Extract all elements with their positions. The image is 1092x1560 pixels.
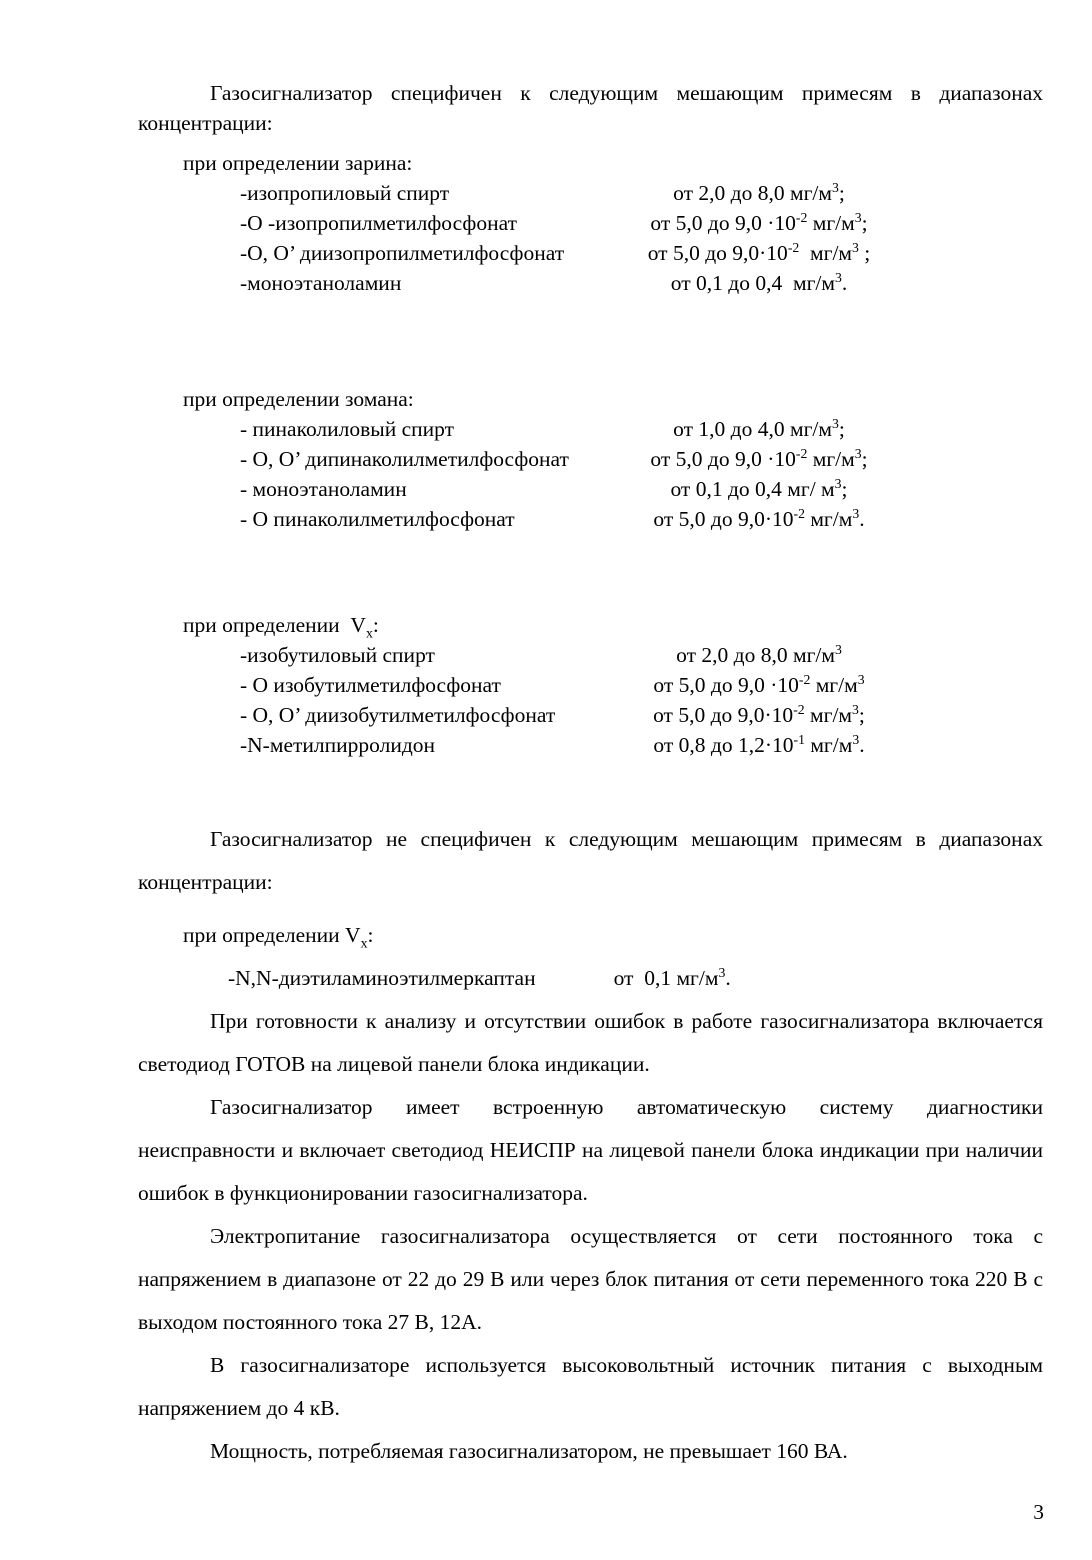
impurity-name: -изобутиловый спирт <box>240 643 435 667</box>
specific-block-sarin <box>138 148 1043 298</box>
intro-specific-paragraph: Газосигнализатор специфичен к следующим мешающим примесям в диапазонах концентрации: <box>138 81 1043 135</box>
list-item <box>138 268 1043 298</box>
impurity-range: от 0,8 до $1,2\cdot 10^{-1}$ $мг/м^3$. <box>653 731 865 757</box>
impurity-range: от 5,0 до $9,0\cdot 10^{-2}$ $мг/м^3$; <box>653 701 865 727</box>
impurity-range: от 5,0 до $9,0\cdot 10^{-2}$ $мг/м^3$ ; <box>647 239 871 265</box>
impurity-name: - моноэтаноламин <box>240 477 407 501</box>
body-paragraph-diagnostics: Газосигнализатор имеет встроенную автоматическую систему диагностики неисправности и включает светодиод НЕИСПР на лицевой панели блока индикации при наличии ошибок в функционировании газосигнализатора. <box>138 1095 1043 1205</box>
impurity-name: -изопропиловый спирт <box>240 181 450 205</box>
block-heading-soman: при определении зомана: <box>183 387 414 411</box>
body-paragraph-high-voltage: В газосигнализаторе используется высоковольтный источник питания с выходным напряжением до 4 кВ. <box>138 1353 1043 1420</box>
body-paragraph-ready-led: При готовности к анализу и отсутствии ошибок в работе газосигнализатора включается светодиод ГОТОВ на лицевой панели блока индикации. <box>138 1009 1043 1076</box>
list-item <box>138 640 1043 670</box>
impurity-name: -моноэтаноламин <box>240 271 402 295</box>
list-item <box>138 474 1043 504</box>
intro-nonspecific-paragraph: Газосигнализатор не специфичен к следующим мешающим примесям в диапазонах концентрации: <box>138 827 1043 894</box>
specific-block-soman <box>138 384 1043 534</box>
impurity-name: - О, О’ диизобутилметилфосфонат <box>240 703 556 727</box>
impurity-name: - О, О’ дипинаколилметилфосфонат <box>240 447 569 471</box>
impurity-range: от 0,1 до 0,4 $мг/м^3$. <box>670 269 848 295</box>
block-heading-sarin: при определении зарина: <box>183 151 413 175</box>
impurity-name: - О изобутилметилфосфонат <box>240 673 501 697</box>
list-item <box>138 208 1043 238</box>
list-item <box>138 670 1043 700</box>
impurity-range: от 5,0 до $9,0\cdot 10^{-2}$ $мг/м^3$. <box>653 505 865 531</box>
impurity-range: от 1,0 до 4,0 $мг/м^3$; <box>673 415 845 441</box>
specific-block-vx <box>138 610 1043 760</box>
list-item <box>228 957 1043 1000</box>
spacer <box>138 138 1043 148</box>
page-content <box>138 78 1043 1473</box>
impurity-name: -N-метилпирролидон <box>240 733 436 757</box>
rows-soman <box>138 414 1043 534</box>
list-item <box>138 238 1043 268</box>
list-item <box>138 178 1043 208</box>
impurity-range: от 5,0 до $9,0 \cdot 10^{-2}$ $мг/м^3$; <box>650 209 868 235</box>
body-paragraph-power-consumption: Мощность, потребляемая газосигнализатором, не превышает 160 ВА. <box>210 1439 848 1463</box>
impurity-name: - пинаколиловый спирт <box>240 417 455 441</box>
impurity-range: от 2,0 до 8,0 $мг/м^3$; <box>673 179 845 205</box>
impurity-name: -О, О’ диизопропилметилфосфонат <box>240 241 565 265</box>
impurity-range: от 5,0 до $9,0 \cdot 10^{-2}$ $мг/м^3$; <box>650 445 868 471</box>
impurity-range: от 0,1 до 0,4 мг/ $м^3$; <box>670 475 848 501</box>
impurity-name: -N,N-диэтиламиноэтилмеркаптан <box>228 966 536 990</box>
list-item <box>138 504 1043 534</box>
block-heading-vx: при определении $V_x$: <box>183 613 379 641</box>
spacer <box>138 534 1043 610</box>
body-paragraph-power-supply: Электропитание газосигнализатора осуществляется от сети постоянного тока с напряжением в диапазоне от 22 до 29 В или через блок питания от сети переменного тока 220 В с выходом постоянного тока 27 В, 12А. <box>138 1224 1043 1334</box>
rows-sarin <box>138 178 1043 298</box>
impurity-name: -О -изопропилметилфосфонат <box>240 211 517 235</box>
spacer <box>138 298 1043 384</box>
spacer <box>138 760 1043 818</box>
impurity-name: - О пинаколилметилфосфонат <box>240 507 515 531</box>
impurity-range: от 5,0 до $9,0 \cdot 10^{-2}$ $мг/м^3$ <box>653 671 865 697</box>
impurity-range: от 0,1 $мг/м^3$. <box>613 964 731 990</box>
impurity-range: от 2,0 до 8,0 $мг/м^3$ <box>676 641 842 667</box>
list-item <box>138 414 1043 444</box>
list-item <box>138 730 1043 760</box>
list-item <box>138 444 1043 474</box>
spacer <box>138 904 1043 914</box>
list-item <box>138 700 1043 730</box>
rows-vx <box>138 640 1043 760</box>
page-number: 3 <box>1033 1500 1044 1524</box>
block-heading-nonspecific-vx: при определении $V_x$: <box>183 923 374 951</box>
nonspecific-block-vx <box>138 914 1043 1000</box>
